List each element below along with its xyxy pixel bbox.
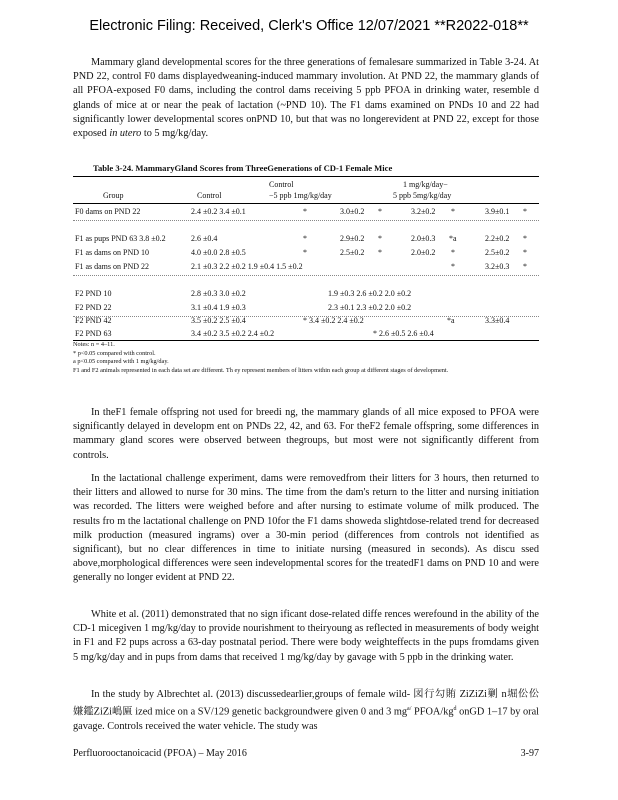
- paragraph-text: ized mice on a SV/129 genetic backgroundwere given 0 and 3 mg: [135, 706, 408, 718]
- note-line: F1 and F2 animals represented in each data set are different. Th ey represent members of litters within each group at different stages of development.: [73, 366, 449, 374]
- cell-control: 2.8 ±0.3 3.0 ±0.2: [191, 289, 246, 298]
- italic-in-utero: in utero: [109, 128, 142, 140]
- footer-page-number: 3-97: [520, 748, 539, 759]
- cell-control: 3.1 ±0.4 1.9 ±0.3: [191, 303, 246, 312]
- cell-group: F0 dams on PND 22: [75, 207, 141, 216]
- table-mammary-gland-scores: [73, 163, 539, 341]
- cell-value: 2.0±0.2: [411, 248, 436, 257]
- note-line: Notes: n = 4–11.: [73, 341, 115, 348]
- cell-value: 2.3 ±0.1 2.3 ±0.2 2.0 ±0.2: [328, 303, 412, 312]
- cell-value: 2.5±0.2: [485, 248, 510, 257]
- cell-marker: *: [451, 207, 455, 216]
- cell-marker: *: [378, 248, 382, 257]
- paragraph-text: In the study by Albrechtet al. (2013) discussedearlier,groups of female wild-: [91, 689, 411, 700]
- cell-value: 1.9 ±0.3 2.6 ±0.2 2.0 ±0.2: [328, 289, 412, 298]
- table-row: [73, 316, 539, 328]
- cell-value: 2.5±0.2: [340, 248, 365, 257]
- paragraph-text: n堀伀: [501, 689, 529, 700]
- table-row-divider: [73, 220, 539, 221]
- col-header-control-sub2: −5 ppb 1mg/kg/day: [269, 191, 332, 200]
- paragraph-lactational-challenge: In the lactational challenge experiment, dams were removedfrom their litters for 3 hours, then returned to their litters and allowed to nurse for 30 mins. The time from the dam's return to the litter and nursing initiation was recorded. The litters were weighed before and after nursing to estimate volume of milk produced. The results fro m the lactational challenge on PND 10for the F1 dams showeda slightdose-related trend for decreased milk production (measured ingrams) over a 30-min period (differences from controls not identified as significant), but no clear differences in time to initiate nursing (measured in seconds). As discu ssed above,morphological differences were seen indevelopmental scores for the treatedF1 dams on PND 10 and were generally no longer evident at PND 22.: [73, 473, 539, 584]
- table-row: [73, 303, 539, 315]
- note-line: a p<0.05 compared with 1 mg/kg/day.: [73, 358, 169, 366]
- col-header-dose2: 5 ppb 5mg/kg/day: [393, 191, 452, 200]
- garbled-text: 伀 嫌鑑ZiZi嶋匾: [73, 689, 540, 718]
- cell-marker: *: [378, 234, 382, 243]
- cell-marker: *: [303, 207, 307, 216]
- cell-group: F1 as dams on PND 10: [75, 248, 150, 257]
- cell-value: 3.2±0.2: [411, 207, 436, 216]
- table-row: [73, 207, 539, 219]
- paragraph-white-2011: White et al. (2011) demonstrated that no sign ificant dose-related diffe rences werefound in the ability of the CD-1 micegiven 1 mg/kg/day to provide nourishment to theiryoung as reflected in measurements of body weight in F1 and F2 pups across a 63-day postnatal period. There were body weighteffects in the pups fromdams given 5 mg/kg/day and in pups from dams that received 1 mg/kg/day by gavage with 5 ppb in the drinking water.: [73, 609, 539, 663]
- paragraph-text: onGD 1–17 by oral gavage. Controls received the water vehicle. The study was: [73, 706, 540, 732]
- table-row: [73, 234, 539, 246]
- cell-value: 3.3±0.4: [485, 316, 510, 325]
- cell-control: 4.0 ±0.0 2.8 ±0.5: [191, 248, 246, 257]
- cell-value: 2.2±0.2: [485, 234, 510, 243]
- col-header-control: Control: [197, 191, 222, 200]
- table-notes: [73, 341, 533, 375]
- cell-control: 2.1 ±0.3 2.2 ±0.2 1.9 ±0.4 1.5 ±0.2: [191, 262, 303, 271]
- cell-marker: *: [523, 262, 527, 271]
- cell-marker: *: [451, 248, 455, 257]
- table-row: [73, 262, 539, 274]
- cell-marker: *: [451, 262, 455, 271]
- cell-value: * 2.6 ±0.5 2.6 ±0.4: [373, 329, 434, 338]
- col-header-group: Group: [103, 191, 124, 200]
- cell-control: 2.4 ±0.2 3.4 ±0.1: [191, 207, 246, 216]
- cell-marker: *: [523, 234, 527, 243]
- superscript: a/: [407, 706, 412, 713]
- cell-marker: *: [378, 207, 382, 216]
- garbled-text: 図行勾賄 ZiZiZi剿: [413, 689, 499, 700]
- cell-marker: *: [523, 248, 527, 257]
- cell-group: F2 PND 42: [75, 316, 112, 325]
- paragraph-albrecht-2013: [73, 688, 539, 734]
- cell-group: F1 as dams on PND 22: [75, 262, 150, 271]
- paragraph-mammary-scores: [73, 56, 539, 141]
- cell-group: F2 PND 22: [75, 303, 112, 312]
- col-header-dose: 1 mg/kg/day−: [403, 180, 448, 189]
- table-rule-top: [73, 176, 539, 177]
- paragraph-text-end: to 5 mg/kg/day.: [143, 128, 209, 140]
- cell-group: F2 PND 63: [75, 329, 112, 338]
- table-title: Table 3-24. MammaryGland Scores from ThreeGenerations of CD-1 Female Mice: [93, 163, 393, 173]
- cell-value: 2.0±0.3: [411, 234, 436, 243]
- cell-marker: *a: [447, 316, 455, 325]
- cell-value: 3.0±0.2: [340, 207, 365, 216]
- table-row-divider: [73, 275, 539, 276]
- cell-marker: *a: [449, 234, 457, 243]
- table-rule-header: [73, 203, 539, 204]
- paragraph-f1-offspring: In theF1 female offspring not used for breedi ng, the mammary glands of all mice exposed to PFOA were significantly delayed in developm ent on PNDs 22, 42, and 63. For theF2 female offspring, some differences in mammary gland scores were observed between thegroups, but most were not significantly different from controls.: [73, 407, 539, 461]
- table-row: [73, 289, 539, 301]
- paragraph-text: Mammary gland developmental scores for the three generations of femalesare summarized in Table 3-24. At PND 22, control F0 dams displayedweaning-induced mammary involution. At PND 22, the mammary glands of all PFOA-exposed F0 dams, including the control dams receiving 5 ppb PFOA in drinking water, resemble d glands of mice at or near the peak of lactation (~PND 10). The F1 dams examined on PNDs 10 and 22 had significantly lower developmental scores onPND 10, but that was no longerevident at PND 22, except for those: [73, 57, 539, 125]
- superscript: d: [453, 706, 457, 713]
- cell-marker: *: [523, 207, 527, 216]
- cell-marker: *: [303, 248, 307, 257]
- col-header-control-sub: Control: [269, 180, 294, 189]
- cell-value: 3.9±0.1: [485, 207, 510, 216]
- cell-value: 2.9±0.2: [340, 234, 365, 243]
- cell-control: 3.5 ±0.2 2.5 ±0.4: [191, 316, 246, 325]
- cell-group: F2 PND 10: [75, 289, 112, 298]
- paragraph-text: PFOA/kg: [414, 706, 454, 718]
- cell-group: F1 as pups PND 63 3.8 ±0.2: [75, 234, 166, 243]
- cell-control: 3.4 ±0.2 3.5 ±0.2 2.4 ±0.2: [191, 329, 275, 338]
- table-row: [73, 248, 539, 260]
- footer-document-title: Perfluorooctanoicacid (PFOA) – May 2016: [73, 748, 247, 759]
- cell-control: 2.6 ±0.4: [191, 234, 218, 243]
- cell-value: 3.2±0.3: [485, 262, 510, 271]
- cell-marker: *: [303, 234, 307, 243]
- paragraph-text-end: exposed: [73, 128, 107, 140]
- note-line: * p<0.05 compared with control.: [73, 349, 156, 357]
- cell-value: * 3.4 ±0.2 2.4 ±0.2: [303, 316, 364, 325]
- electronic-filing-header: Electronic Filing: Received, Clerk's Office 12/07/2021 **R2022-018**: [89, 18, 529, 34]
